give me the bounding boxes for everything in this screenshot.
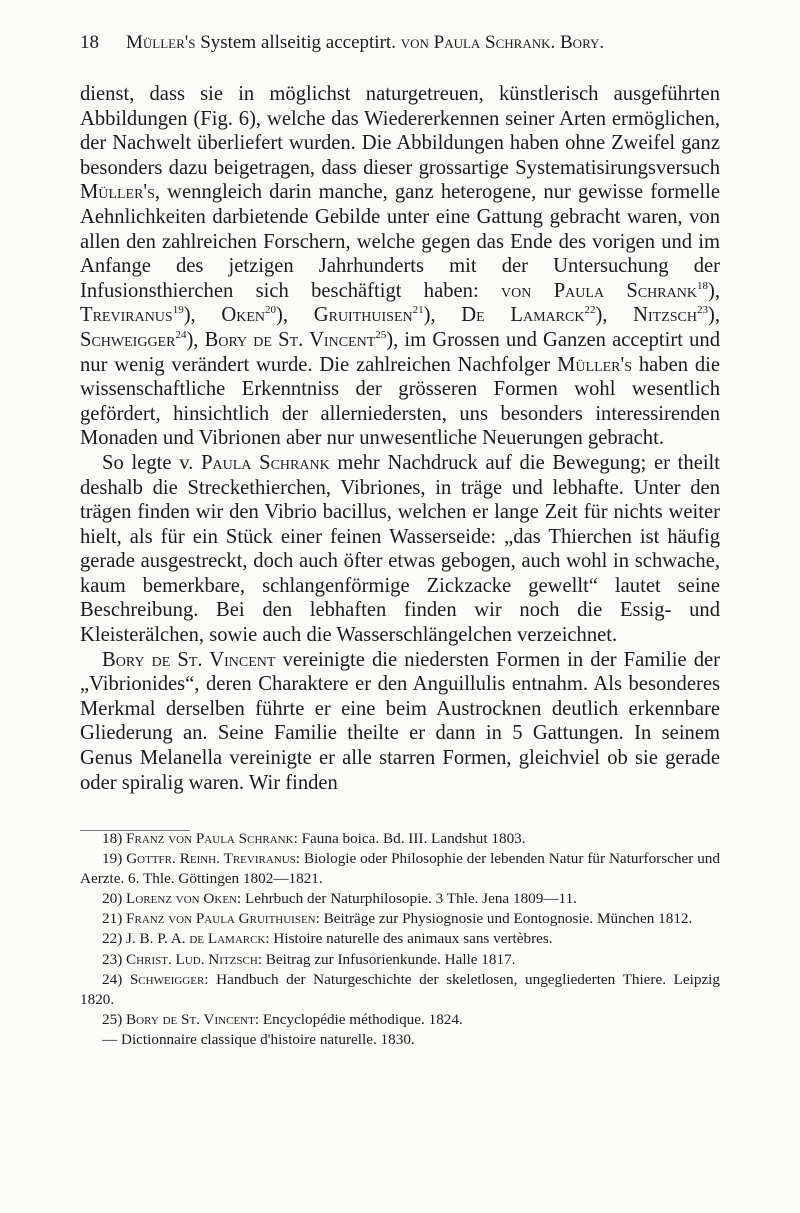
name-smallcaps: Bory de St. Vincent [204,328,376,351]
name-smallcaps: Treviranus [80,304,173,327]
footnote [80,849,720,889]
header-title: System allseitig acceptirt. [200,32,396,53]
footnote-author: Bory de St. Vincent [126,1010,255,1028]
footnote-number: 20) [102,890,123,908]
footnote-ref: 18 [696,279,708,292]
footnote-author: Christ. Lud. Nitzsch [126,950,258,968]
footnote-number: 21) [102,910,123,928]
header-von: von [400,32,429,53]
footnote [80,1030,720,1050]
page-number: 18 [80,32,99,53]
paragraph [80,82,720,451]
footnote-author: Gottfr. Reinh. Treviranus [126,850,296,868]
footnote-ref: 23 [697,304,708,317]
running-header [80,31,720,55]
footnote-text: : Handbuch der Naturgeschichte der skeletlosen, ungegliederten Thiere. Leipzig 1820. [80,970,720,1008]
text-run: vereinigte die niedersten Formen in der Familie der „Vibrionides“, deren Charaktere er den Anguillulis entnahm. Als besonderes Merkmal derselben führte er eine beim Austrocknen deutlich erkennbare Gliederung an. Seine Familie theilte er dann in 5 Gattungen. In seinem Genus Melanella vereinigte er alle starren Formen, gleichviel ob sie gerade oder spiralig waren. Wir finden [80,648,720,794]
name-smallcaps: De Lamarck [461,304,585,327]
footnote [80,950,720,970]
text-run: dienst, dass sie in möglichst naturgetreuen, künstlerisch ausgeführten Abbildungen (Fig. 6), welche das Wiedererkennen seiner Arten ermöglichen, der Nachwelt überliefert wurden. Die Abbildungen haben ohne Zweifel ganz besonders dazu beigetragen, dass dieser grossartige Systematisirungsversuch [80,83,720,179]
footnote-ref: 19 [172,304,184,317]
text-run: ), [423,304,462,327]
text-run: , wenngleich darin manche, ganz heterogene, nur gewisse formelle Aehnlichkeiten darbietende Gebilde unter eine Gattung gebracht waren, von allen den zahlreichen Forschern, welche gegen das Ende des vorigen und im Anfange des jetzigen Jahrhunderts mit der Untersuchung der Infusionsthierchen sich beschäftigt haben: [80,181,720,302]
footnote-author: Franz von Paula Schrank [126,830,294,847]
footnotes [80,829,720,1050]
footnote-author: J. B. P. A. de Lamarck [126,930,266,948]
text-run: ), [708,304,721,327]
footnote [80,889,720,909]
name-smallcaps: von Paula Schrank [501,279,697,302]
footnote-author: Franz von Paula Gruithuisen [126,910,316,928]
paragraph [80,648,720,796]
footnote-text: : Encyclopédie méthodique. 1824. [254,1010,463,1028]
footnote-number: 24) [102,970,123,988]
footnote-text: : Fauna boica. Bd. III. Landshut 1803. [293,830,526,847]
name-smallcaps: Oken [221,304,266,327]
footnote [80,1010,720,1030]
footnote-number: 22) [102,930,123,948]
footnote-text: : Histoire naturelle des animaux sans vertèbres. [265,930,553,948]
footnote-ref: 22 [584,304,596,317]
name-smallcaps: Müller's [557,353,633,376]
header-author: Müller's [126,32,196,53]
footnote [80,909,720,929]
footnote-text: : Biologie oder Philosophie der lebenden Natur für Naturforscher und Aerzte. 6. Thle. Göttingen 1802—1821. [80,850,720,888]
footnote-number: 19) [102,850,123,868]
footnote-author: Schweigger [129,970,205,988]
name-smallcaps: Schweigger [80,328,176,351]
text-run: ), im Grossen und Ganzen acceptirt und nur wenig verändert wurde. Die zahlreichen Nachfolger [80,328,721,376]
name-smallcaps: Gruithuisen [313,304,413,327]
name-smallcaps: Bory de St. Vincent [102,648,276,671]
footnote-text: : Beitrag zur Infusorienkunde. Halle 1817. [257,950,516,968]
paragraph [80,451,720,648]
footnote-ref: 25 [375,328,387,341]
footnote [80,929,720,949]
footnote-ref: 21 [412,304,424,317]
footnote-number: 18) [102,830,123,847]
text-run: So legte v. [102,451,202,474]
text-run: ), [183,304,222,327]
text-run: haben die wissenschaftliche Erkenntniss der grösseren Formen wohl wesentlich gefördert, hinsichtlich der allerniedersten, uns besonders interessirenden Monaden und Vibrionen aber nur unwesentliche Neuerungen gebracht. [80,353,720,450]
footnote-number: 23) [102,950,123,968]
footnote [80,829,720,849]
name-smallcaps: Paula Schrank [201,451,330,474]
footnote [80,970,720,1010]
name-smallcaps: Nitzsch [633,304,697,327]
footnote-ref: 20 [265,304,277,317]
text-run: ), [707,279,720,302]
footnote-text: : Lehrbuch der Naturphilosopie. 3 Thle. Jena 1809—11. [237,890,577,908]
footnote-ref: 24 [175,328,187,341]
footnote-author: Lorenz von Oken [126,890,237,908]
footnote-text: : Beiträge zur Physiognosie und Eontognosie. München 1812. [315,910,693,928]
text-run: ), [186,328,205,351]
name-smallcaps: Müller's [80,181,155,204]
header-names: Paula Schrank. Bory. [433,32,605,53]
text-run: ), [276,304,314,327]
main-text [80,82,720,795]
footnote-text: — Dictionnaire classique d'histoire naturelle. 1830. [102,1030,415,1048]
text-run: mehr Nachdruck auf die Bewegung; er theilt deshalb die Streckethierchen, Vibriones, in träge und lebhafte. Unter den trägen finden wir den Vibrio bacillus, welchen er lange Zeit für nichts weiter hielt, als für ein Stück einer feinen Wasserseide: „das Thierchen ist häufig gerade ausgestreckt, doch auch öfter etwas gebogen, auch wohl in schwache, kaum bemerkbare, schlangenförmige Zickzacke gewellt“ lautet seine Beschreibung. Bei den lebhaften finden wir noch die Essig- und Kleisterälchen, sowie auch die Wasserschlängelchen verzeichnet. [80,451,720,647]
text-run: ), [595,304,634,327]
footnote-number: 25) [102,1010,123,1028]
